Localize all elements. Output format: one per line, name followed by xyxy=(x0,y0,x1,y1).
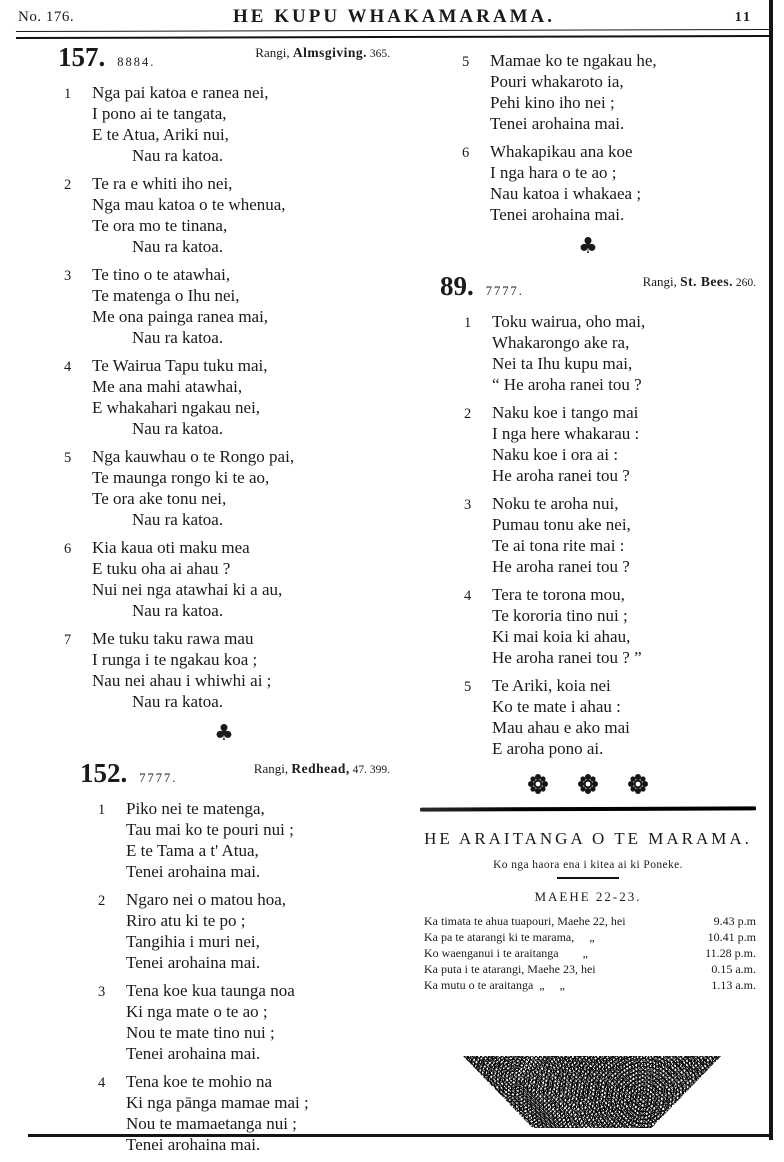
page-title: HE KUPU WHAKAMARAMA. xyxy=(233,6,555,27)
verse-lines xyxy=(490,141,756,225)
eclipse-event-time: 10.41 p.m xyxy=(707,930,756,944)
eclipse-event-label: Ka timata te ahua tuapouri, Maehe 22, hei xyxy=(424,914,626,928)
verse-line: Nau ra katoa. xyxy=(132,419,224,438)
verse-line: E whakahari ngakau nei, xyxy=(92,398,261,417)
verse-line: Te ai tona rite mai : xyxy=(492,536,625,555)
verse-number: 1 xyxy=(98,802,106,818)
verse-line: Mau ahau e ako mai xyxy=(492,718,630,737)
verse-line: Nau katoa i whakaea ; xyxy=(490,184,642,203)
eclipse-table-row xyxy=(424,945,756,961)
page-edge-right xyxy=(769,0,773,1140)
verse-line: Nau ra katoa. xyxy=(132,510,224,529)
verse-line: Nga kauwhau o te Rongo pai, xyxy=(92,447,295,466)
verse-line: Pouri whakaroto ia, xyxy=(490,72,624,91)
verse xyxy=(98,980,390,1064)
verse-line: Nau ra katoa. xyxy=(132,692,224,711)
verse-line: Me tuku taku rawa mau xyxy=(92,629,254,648)
page-number: 11 xyxy=(734,10,752,25)
issue-number: No. 176. xyxy=(18,9,75,25)
verse xyxy=(464,493,756,577)
section-rule xyxy=(420,806,756,811)
verse-line: Kia kaua oti maku mea xyxy=(92,538,250,557)
hymn-152-verses-5-6 xyxy=(420,50,756,225)
verse xyxy=(64,173,390,257)
verse-line: E aroha pono ai. xyxy=(492,739,604,758)
verse-lines xyxy=(492,675,756,759)
verse-line: Te matenga o Ihu nei, xyxy=(92,286,240,305)
tune-name: Almsgiving. xyxy=(292,45,367,60)
verse-line: Naku koe i tango mai xyxy=(492,403,639,422)
verse-lines xyxy=(492,493,756,577)
hymn-number: 89. xyxy=(440,271,474,301)
tune-prefix: Rangi, xyxy=(642,274,681,289)
eclipse-event-label: Ko waenganui i te araitanga „ xyxy=(424,946,588,960)
verse-line: Pehi kino iho nei ; xyxy=(490,93,615,112)
verse-line: Pumau tonu ake nei, xyxy=(492,515,631,534)
hymn-tune-reference xyxy=(255,45,390,61)
hymn-tune-reference xyxy=(643,274,756,290)
eclipse-table-row xyxy=(424,977,756,993)
hymn-meter: 7777. xyxy=(139,771,178,785)
verse-line: I runga i te ngakau koa ; xyxy=(92,650,258,669)
verse-lines xyxy=(492,402,756,486)
verse-lines xyxy=(126,980,390,1064)
verse-line: “ He aroha ranei tou ? xyxy=(492,375,642,394)
verse-line: Whakarongo ake ra, xyxy=(492,333,630,352)
verse-lines xyxy=(92,537,390,621)
eclipse-event-label: Ka pa te atarangi ki te marama, „ xyxy=(424,930,595,944)
verse-line: Tenei arohaina mai. xyxy=(126,1044,261,1063)
verse-line: Nga pai katoa e ranea nei, xyxy=(92,83,269,102)
verse-line: Te tino o te atawhai, xyxy=(92,265,231,284)
verse xyxy=(464,402,756,486)
ornamental-tailpiece xyxy=(463,1056,721,1128)
verse xyxy=(462,141,756,225)
tune-ref-number: 260. xyxy=(733,277,756,289)
verse-line: He aroha ranei tou ? xyxy=(492,557,630,576)
verse-line: I nga here whakarau : xyxy=(492,424,640,443)
verse-line: Riro atu ki te po ; xyxy=(126,911,246,930)
verse xyxy=(98,1071,390,1155)
verse-lines xyxy=(492,584,756,668)
verse-lines xyxy=(490,50,756,134)
verse-line: Tenei arohaina mai. xyxy=(490,114,625,133)
verse-lines xyxy=(126,1071,390,1155)
verse-lines xyxy=(92,628,390,712)
verse xyxy=(64,264,390,348)
verse-number: 4 xyxy=(64,359,72,375)
verse-line: Noku te aroha nui, xyxy=(492,494,619,513)
verse-number: 5 xyxy=(462,54,470,70)
verse-line: Toku wairua, oho mai, xyxy=(492,312,646,331)
verse-lines xyxy=(126,889,390,973)
right-column xyxy=(420,50,756,993)
hymn-152-verses-1-4 xyxy=(58,798,390,1155)
verse-line: Nou te mamaetanga nui ; xyxy=(126,1114,297,1133)
masthead-double-rule xyxy=(16,29,770,39)
verse-line: Nau ra katoa. xyxy=(132,601,224,620)
tune-ref-number: 47. 399. xyxy=(349,764,390,776)
verse-line: Tera te torona mou, xyxy=(492,585,625,604)
eclipse-event-time: 0.15 a.m. xyxy=(711,962,756,976)
clover-icon: ♣ xyxy=(578,234,598,259)
clover-icon: ♣ xyxy=(214,721,234,746)
verse-line: Tenei arohaina mai. xyxy=(126,953,261,972)
verse-lines xyxy=(92,446,390,530)
rosette-icon xyxy=(627,773,649,795)
eclipse-section-subtitle: Ko nga haora ena i kitea ai ki Poneke. xyxy=(493,859,683,871)
hymn-157-heading xyxy=(58,44,390,70)
verse-line: He aroha ranei tou ? xyxy=(492,466,630,485)
verse-line: Ko te mate i ahau : xyxy=(492,697,621,716)
verse-number: 6 xyxy=(64,541,72,557)
tune-name: Redhead, xyxy=(291,761,350,776)
verse xyxy=(64,628,390,712)
verse-line: Nau ra katoa. xyxy=(132,328,224,347)
verse-number: 4 xyxy=(98,1075,106,1091)
verse-line: Te maunga rongo ki te ao, xyxy=(92,468,270,487)
eclipse-times-table xyxy=(420,913,756,993)
verse-number: 3 xyxy=(64,268,72,284)
verse-number: 1 xyxy=(464,315,472,331)
verse-number: 3 xyxy=(464,497,472,513)
verse-line: Te Ariki, koia nei xyxy=(492,676,611,695)
verse-line: Tena koe te mohio na xyxy=(126,1072,273,1091)
verse-line: I nga hara o te ao ; xyxy=(490,163,617,182)
verse-line: Whakapikau ana koe xyxy=(490,142,633,161)
verse-number: 6 xyxy=(462,145,470,161)
hymn-number: 157. xyxy=(58,42,106,72)
hymn-meter: 8884. xyxy=(117,55,156,69)
verse-line: Nga mau katoa o te whenua, xyxy=(92,195,286,214)
tune-prefix: Rangi, xyxy=(255,45,293,60)
verse-lines xyxy=(92,355,390,439)
verse-line: Mamae ko te ngakau he, xyxy=(490,51,657,70)
tune-name: St. Bees. xyxy=(680,274,733,289)
eclipse-section-heading: HE ARAITANGA O TE MARAMA. xyxy=(424,829,752,848)
verse xyxy=(98,798,390,882)
left-column xyxy=(58,42,390,1162)
verse-line: Tenei arohaina mai. xyxy=(126,862,261,881)
verse-lines xyxy=(92,173,390,257)
eclipse-table-row xyxy=(424,961,756,977)
verse-number: 5 xyxy=(464,679,472,695)
verse-line: Nau ra katoa. xyxy=(132,237,224,256)
verse-line: Ki mai koia ki ahau, xyxy=(492,627,631,646)
verse-line: E te Atua, Ariki nui, xyxy=(92,125,229,144)
verse-line: Tenei arohaina mai. xyxy=(490,205,625,224)
verse-number: 1 xyxy=(64,86,72,102)
verse xyxy=(464,584,756,668)
hymn-meter: 7777. xyxy=(485,284,524,298)
verse-line: E te Tama a t' Atua, xyxy=(126,841,259,860)
verse-number: 2 xyxy=(98,893,106,909)
verse-number: 4 xyxy=(464,588,472,604)
verse-lines xyxy=(92,82,390,166)
verse-line: Ki nga mate o te ao ; xyxy=(126,1002,268,1021)
verse-line: Ki nga pānga mamae mai ; xyxy=(126,1093,309,1112)
verse xyxy=(64,537,390,621)
verse xyxy=(64,446,390,530)
verse-line: Nei ta Ihu kupu mai, xyxy=(492,354,633,373)
verse xyxy=(64,355,390,439)
rosette-icon xyxy=(577,773,599,795)
short-rule xyxy=(557,877,619,879)
verse xyxy=(464,311,756,395)
verse-lines xyxy=(92,264,390,348)
hymn-152-heading xyxy=(80,760,390,786)
hymn-tune-reference xyxy=(254,761,390,777)
verse-line: Me ona painga ranea mai, xyxy=(92,307,269,326)
masthead xyxy=(18,4,770,30)
eclipse-event-label: Ka mutu o te araitanga „ „ xyxy=(424,978,565,992)
verse-line: Naku koe i ora ai : xyxy=(492,445,619,464)
verse-line: Te ora ake tonu nei, xyxy=(92,489,227,508)
rosette-icon xyxy=(527,773,549,795)
verse-line: He aroha ranei tou ? ” xyxy=(492,648,642,667)
verse-number: 2 xyxy=(64,177,72,193)
verse-line: Nau nei ahau i whiwhi ai ; xyxy=(92,671,272,690)
verse-line: Te Wairua Tapu tuku mai, xyxy=(92,356,268,375)
eclipse-date-heading: MAEHE 22-23. xyxy=(534,889,642,904)
verse-line: Te ra e whiti iho nei, xyxy=(92,174,233,193)
rosette-ornament-row xyxy=(420,773,756,795)
verse-number: 5 xyxy=(64,450,72,466)
verse xyxy=(462,50,756,134)
verse-line: Nau ra katoa. xyxy=(132,146,224,165)
verse-line: Tangihia i muri nei, xyxy=(126,932,260,951)
verse xyxy=(464,675,756,759)
verse-line: Nui nei nga atawhai ki a au, xyxy=(92,580,283,599)
hymn-number: 152. xyxy=(80,758,128,788)
verse xyxy=(98,889,390,973)
eclipse-table-row xyxy=(424,929,756,945)
tune-prefix: Rangi, xyxy=(253,761,292,776)
verse-line: Tau mai ko te pouri nui ; xyxy=(126,820,294,839)
verse-lines xyxy=(492,311,756,395)
eclipse-event-time: 1.13 a.m. xyxy=(711,978,756,992)
verse-line: Me ana mahi atawhai, xyxy=(92,377,243,396)
hymn-157-verses xyxy=(58,82,390,712)
verse-line: Nou te mate tino nui ; xyxy=(126,1023,275,1042)
hymn-89-heading xyxy=(440,273,756,299)
verse-line: Te ora mo te tinana, xyxy=(92,216,228,235)
verse-number: 7 xyxy=(64,632,72,648)
eclipse-table-row xyxy=(424,913,756,929)
verse-line: Tena koe kua taunga noa xyxy=(126,981,295,1000)
verse-line: E tuku oha ai ahau ? xyxy=(92,559,231,578)
verse-line: I pono ai te tangata, xyxy=(92,104,227,123)
eclipse-event-time: 9.43 p.m xyxy=(713,914,756,928)
eclipse-event-label: Ka puta i te atarangi, Maehe 23, hei xyxy=(424,962,596,976)
verse-lines xyxy=(126,798,390,882)
hymn-89-verses xyxy=(420,311,756,759)
eclipse-event-time: 11.28 p.m. xyxy=(705,946,756,960)
verse-line: Piko nei te matenga, xyxy=(126,799,265,818)
verse-number: 3 xyxy=(98,984,106,1000)
verse-line: Ngaro nei o matou hoa, xyxy=(126,890,287,909)
verse-number: 2 xyxy=(464,406,472,422)
tune-ref-number: 365. xyxy=(367,48,390,60)
verse-line: Te kororia tino nui ; xyxy=(492,606,628,625)
verse xyxy=(64,82,390,166)
verse-line: Tenei arohaina mai. xyxy=(126,1135,261,1154)
